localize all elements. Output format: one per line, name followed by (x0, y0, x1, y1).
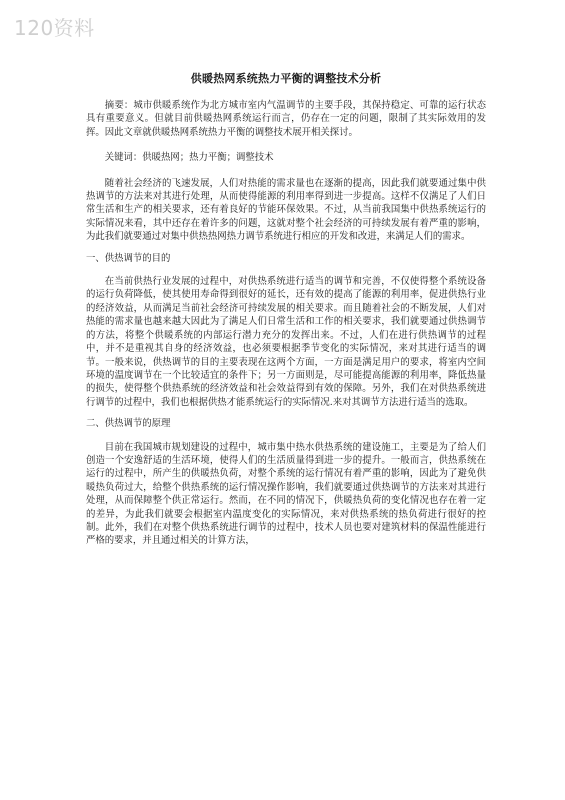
intro-paragraph: 随着社会经济的飞速发展，人们对热能的需求量也在逐渐的提高，因此我们就要通过集中供热调节的方法来对其进行处理，从而使得能源的利用率得到进一步提高。这样不仅满足了人们日常生活和生产的相关要求，还有着良好的节能环保效果。不过，从当前我国集中供热系统运行的实际情况来看，其中还存在着许多的问题，这就对整个社会经济的可持续发展有着严重的影响，为此我们就要通过对集中供热热网热力调节系统进行相应的开发和改进，来满足人们的需求。 (86, 177, 486, 243)
abstract-paragraph: 摘要：城市供暖系统作为北方城市室内气温调节的主要手段，其保持稳定、可靠的运行状态具有重要意义。但就目前供暖热网系统运行而言，仍存在一定的问题，限制了其实际效用的发挥。因此文章就供暖热网系统热力平衡的调整技术展开相关探讨。 (86, 100, 486, 138)
section-heading-1: 一、供热调节的目的 (86, 252, 171, 264)
document-title: 供暖热网系统热力平衡的调整技术分析 (190, 72, 382, 85)
section-heading-2: 二、供热调节的原理 (86, 418, 171, 430)
watermark-logo: 120资料 (14, 16, 95, 40)
document-page (86, 70, 486, 548)
section-2-body: 目前在我国城市规划建设的过程中，城市集中热水供热系统的建设施工，主要是为了给人们创造一个安逸舒适的生活环境，使得人们的生活质量得到进一步的提升。一般而言，供热系统在运行的过程中，所产生的供暖热负荷，对整个系统的运行情况有着严重的影响，因此为了避免供暖热负荷过大，给整个供热系统的运行情况操作影响，我们就要通过供热调节的方法来对其进行处理，从而保障整个供正常运行。然而，在不同的情况下，供暖热负荷的变化情况也存在着一定的差异，为此我们就要会根据室内温度变化的实际情况，来对供热系统的热负荷进行很好的控制。此外，我们在对整个供热系统进行调节的过程中，技术人员也要对建筑材料的保温性能进行严格的要求，并且通过相关的计算方法， (86, 441, 486, 547)
section-1-body: 在当前供热行业发展的过程中，对供热系统进行适当的调节和完善，不仅使得整个系统设备的运行负荷降低，使其使用寿命得到很好的延长，还有效的提高了能源的利用率，促进供热行业的经济效益，从而满足当前社会经济可持续发展的相关要求。而且随着社会的不断发展，人们对热能的需求量也越来越大因此为了满足人们日常生活和工作的相关要求，我们就要通过供热调节的方法，将整个供暖系统的内部运行潜力充分的发挥出来。不过，人们在进行供热调节的过程中，并不是重视其自身的经济效益，也必须要根据季节变化的实际情况，来对其进行适当的调节。一般来说，供热调节的目的主要表现在这两个方面，一方面是满足用户的要求，将室内空间环境的温度调节在一个比较适宜的条件下；另一方面则是，尽可能提高能源的利用率，降低热量的损失，使得整个供热系统的经济效益和社会效益得到有效的保障。另外，我们在对供热系统进行调节的过程中，我们也根据供热才能系统运行的实际情况.来对其调节方法进行适当的选取。 (86, 276, 486, 408)
keywords-paragraph: 关键词：供暖热网；热力平衡；调整技术 (104, 152, 274, 164)
